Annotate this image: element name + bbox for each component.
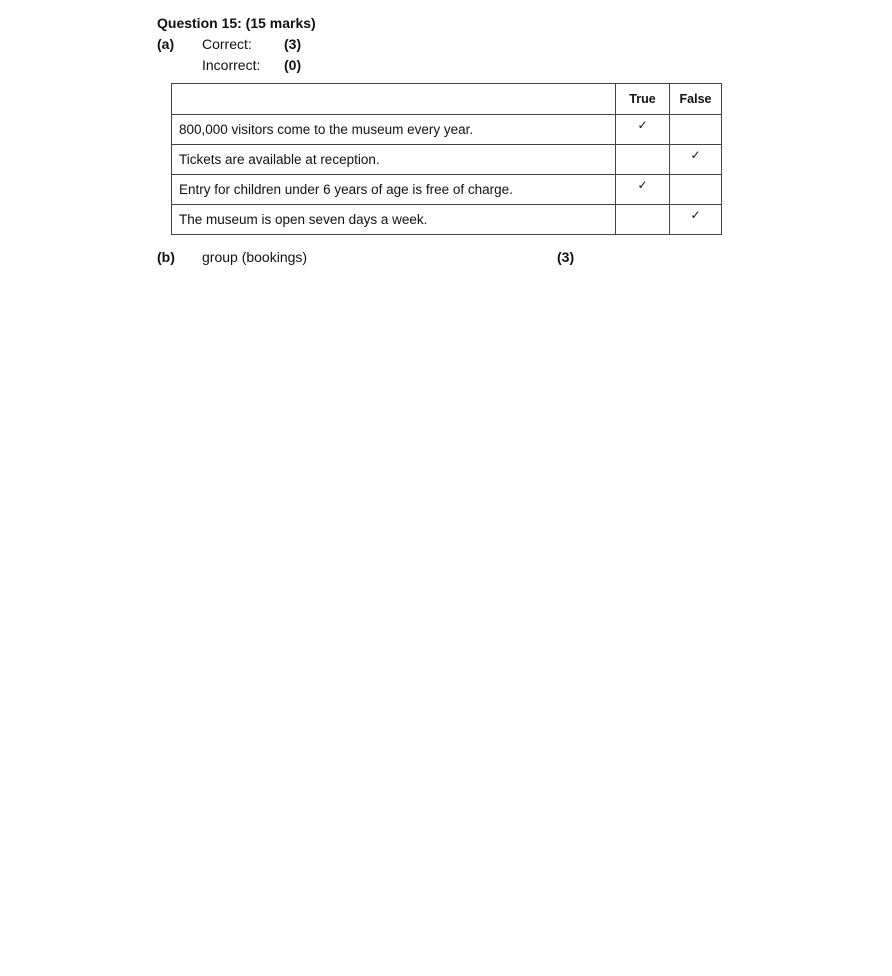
statement-cell: The museum is open seven days a week.: [172, 205, 616, 235]
table-row: [172, 175, 722, 205]
incorrect-marks: (0): [284, 57, 302, 73]
statement-cell: Entry for children under 6 years of age is free of charge.: [172, 175, 616, 205]
part-b-answer: group (bookings): [202, 249, 308, 265]
header-true: True: [616, 84, 670, 115]
part-b-label: (b): [157, 249, 175, 265]
false-cell: [670, 145, 722, 175]
table-header-row: [172, 84, 722, 115]
header-false: False: [670, 84, 722, 115]
statement-cell: 800,000 visitors come to the museum every year.: [172, 115, 616, 145]
true-cell: [616, 115, 670, 145]
correct-marks-row: [202, 36, 301, 52]
table-row: [172, 145, 722, 175]
question-title: Question 15: (15 marks): [157, 15, 316, 31]
part-a-label: (a): [157, 36, 175, 52]
false-cell: [670, 115, 722, 145]
part-b-marks: (3): [557, 249, 575, 265]
correct-marks: (3): [284, 36, 302, 52]
incorrect-label: Incorrect:: [202, 57, 261, 73]
correct-label: Correct:: [202, 36, 252, 52]
check-icon: ✓: [637, 118, 648, 132]
true-cell: [616, 145, 670, 175]
check-icon: ✓: [637, 178, 648, 192]
false-cell: [670, 205, 722, 235]
statement-cell: Tickets are available at reception.: [172, 145, 616, 175]
true-cell: [616, 175, 670, 205]
true-false-table: [171, 83, 722, 235]
false-cell: [670, 175, 722, 205]
table-row: [172, 205, 722, 235]
check-icon: ✓: [690, 208, 701, 222]
incorrect-marks-row: [202, 57, 301, 73]
header-statement: [172, 84, 616, 115]
table-row: [172, 115, 722, 145]
true-cell: [616, 205, 670, 235]
check-icon: ✓: [690, 148, 701, 162]
